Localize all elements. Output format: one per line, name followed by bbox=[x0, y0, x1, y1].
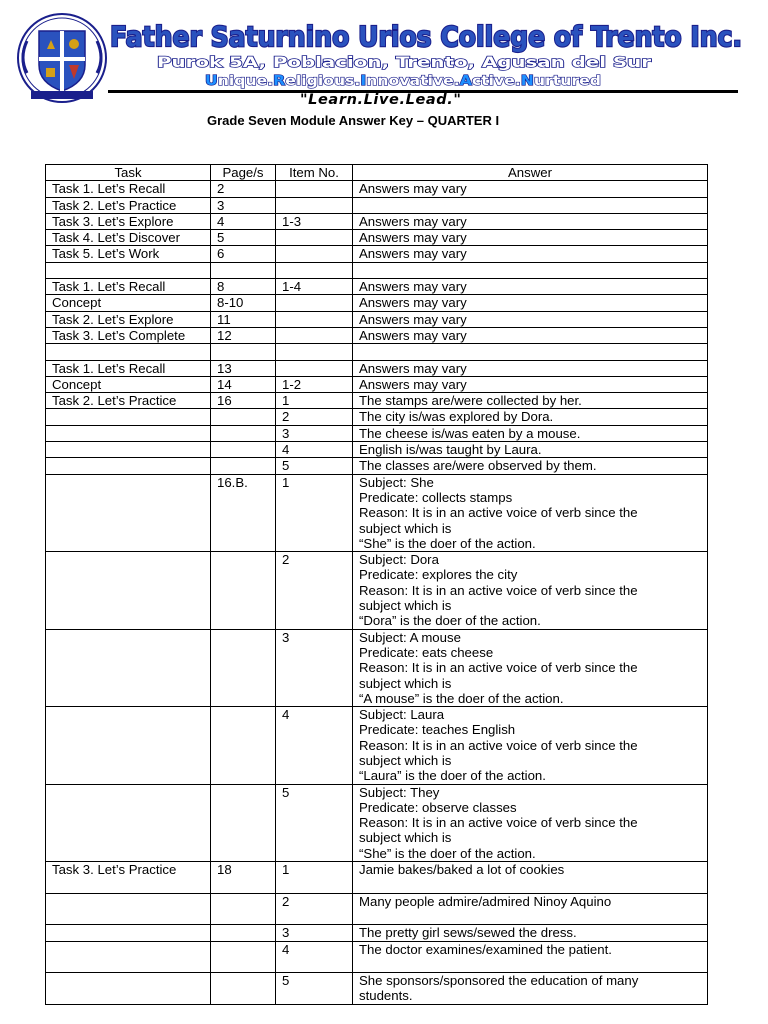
answer-line: “Laura” is the doer of the action. bbox=[359, 768, 546, 784]
page-cell: 11 bbox=[211, 311, 276, 327]
answer-line: The cheese is/was eaten by a mouse. bbox=[359, 425, 581, 441]
item-no-cell: 1 bbox=[276, 862, 353, 894]
table-row bbox=[46, 707, 708, 784]
page-cell bbox=[211, 458, 276, 474]
table-row bbox=[46, 893, 708, 925]
answer-cell bbox=[353, 893, 708, 925]
task-cell bbox=[46, 262, 211, 278]
page-cell: 14 bbox=[211, 376, 276, 392]
answer-line: subject which is bbox=[359, 520, 452, 536]
page-cell: 12 bbox=[211, 327, 276, 343]
table-header-row bbox=[46, 165, 708, 181]
answer-line: Answers may vary bbox=[359, 279, 467, 295]
task-cell bbox=[46, 442, 211, 458]
answer-line: Answers may vary bbox=[359, 213, 467, 229]
answer-cell bbox=[353, 458, 708, 474]
task-cell bbox=[46, 893, 211, 925]
table-row bbox=[46, 344, 708, 360]
answer-line: Answers may vary bbox=[359, 360, 467, 376]
core-values bbox=[205, 74, 601, 89]
table-row bbox=[46, 360, 708, 376]
answer-cell bbox=[353, 360, 708, 376]
page-cell bbox=[211, 707, 276, 784]
college-motto: "Learn.Live.Lead." bbox=[300, 92, 462, 108]
value-initial: N bbox=[520, 74, 532, 89]
answer-cell bbox=[353, 552, 708, 629]
item-no-cell: 1-3 bbox=[276, 213, 353, 229]
answer-line: Predicate: observe classes bbox=[359, 799, 517, 815]
answer-cell bbox=[353, 197, 708, 213]
table-row bbox=[46, 295, 708, 311]
answer-cell bbox=[353, 376, 708, 392]
college-seal-logo bbox=[17, 13, 107, 103]
item-no-cell: 1-4 bbox=[276, 279, 353, 295]
page-cell: 8 bbox=[211, 279, 276, 295]
task-cell: Task 4. Let’s Discover bbox=[46, 230, 211, 246]
college-name-wordmark bbox=[108, 18, 748, 54]
page-cell bbox=[211, 941, 276, 973]
table-row bbox=[46, 327, 708, 343]
item-no-cell bbox=[276, 327, 353, 343]
page-cell bbox=[211, 973, 276, 1005]
answer-line bbox=[359, 957, 707, 972]
item-no-cell bbox=[276, 344, 353, 360]
item-no-cell bbox=[276, 230, 353, 246]
value-initial: R bbox=[273, 74, 284, 89]
answer-cell bbox=[353, 213, 708, 229]
page-cell bbox=[211, 893, 276, 925]
answer-line: Reason: It is in an active voice of verb since the bbox=[359, 582, 638, 598]
address-wordmark bbox=[155, 52, 655, 72]
answer-line: Predicate: teaches English bbox=[359, 722, 516, 738]
task-cell: Task 3. Let’s Practice bbox=[46, 862, 211, 894]
answer-cell bbox=[353, 474, 708, 551]
task-cell: Task 1. Let’s Recall bbox=[46, 181, 211, 197]
task-cell: Task 1. Let’s Recall bbox=[46, 279, 211, 295]
item-no-cell: 5 bbox=[276, 458, 353, 474]
answer-cell bbox=[353, 442, 708, 458]
page-cell: 2 bbox=[211, 181, 276, 197]
page-cell: 18 bbox=[211, 862, 276, 894]
answer-cell bbox=[353, 941, 708, 973]
answer-line: Answers may vary bbox=[359, 376, 467, 392]
task-cell bbox=[46, 925, 211, 941]
answer-line: Subject: A mouse bbox=[359, 629, 461, 645]
page-cell: 8-10 bbox=[211, 295, 276, 311]
value-word: nnovative. bbox=[366, 74, 444, 89]
value-initial: I bbox=[360, 74, 366, 89]
task-cell: Task 3. Let’s Explore bbox=[46, 213, 211, 229]
value-word: eligious. bbox=[285, 74, 348, 89]
table-row bbox=[46, 629, 708, 706]
item-no-cell bbox=[276, 246, 353, 262]
answer-cell bbox=[353, 973, 708, 1005]
table-row bbox=[46, 393, 708, 409]
page-cell: 5 bbox=[211, 230, 276, 246]
answer-line: subject which is bbox=[359, 752, 452, 768]
answer-key-table bbox=[45, 164, 708, 1005]
table-row bbox=[46, 425, 708, 441]
college-address: Purok 5A, Poblacion, Trento, Agusan del Sur bbox=[157, 55, 652, 71]
answer-line: Reason: It is in an active voice of verb since the bbox=[359, 660, 638, 676]
item-no-cell: 2 bbox=[276, 552, 353, 629]
answer-line: Reason: It is in an active voice of verb since the bbox=[359, 815, 638, 831]
page-cell bbox=[211, 784, 276, 861]
answer-line: The city is/was explored by Dora. bbox=[359, 409, 554, 425]
task-cell bbox=[46, 629, 211, 706]
answer-cell bbox=[353, 393, 708, 409]
item-no-cell: 1 bbox=[276, 393, 353, 409]
answer-line: The pretty girl sews/sewed the dress. bbox=[359, 925, 577, 941]
table-row bbox=[46, 784, 708, 861]
header-task: Task bbox=[46, 165, 211, 181]
answer-line: Many people admire/admired Ninoy Aquino bbox=[359, 893, 612, 909]
answer-line: She sponsors/sponsored the education of many bbox=[359, 973, 639, 989]
table-row bbox=[46, 925, 708, 941]
task-cell: Concept bbox=[46, 295, 211, 311]
task-cell bbox=[46, 552, 211, 629]
answer-cell bbox=[353, 230, 708, 246]
answer-cell bbox=[353, 784, 708, 861]
value-initial: A bbox=[459, 74, 470, 89]
answer-cell bbox=[353, 629, 708, 706]
table-row bbox=[46, 376, 708, 392]
item-no-cell: 1 bbox=[276, 474, 353, 551]
table-row bbox=[46, 311, 708, 327]
core-values-wordmark bbox=[203, 70, 603, 90]
page-cell bbox=[211, 442, 276, 458]
answer-line: Predicate: collects stamps bbox=[359, 489, 513, 505]
page-cell: 3 bbox=[211, 197, 276, 213]
task-cell: Task 2. Let’s Explore bbox=[46, 311, 211, 327]
value-word: ctive. bbox=[471, 74, 513, 89]
answer-cell bbox=[353, 925, 708, 941]
item-no-cell: 5 bbox=[276, 973, 353, 1005]
answer-line: Reason: It is in an active voice of verb since the bbox=[359, 737, 638, 753]
task-cell: Task 2. Let’s Practice bbox=[46, 197, 211, 213]
answer-line: The stamps are/were collected by her. bbox=[359, 393, 582, 409]
answer-cell bbox=[353, 181, 708, 197]
page-cell bbox=[211, 925, 276, 941]
task-cell bbox=[46, 707, 211, 784]
answer-line: subject which is bbox=[359, 830, 452, 846]
answer-line: Answers may vary bbox=[359, 295, 467, 311]
item-no-cell: 2 bbox=[276, 893, 353, 925]
answer-line: “Dora” is the doer of the action. bbox=[359, 613, 541, 629]
table-row bbox=[46, 246, 708, 262]
task-cell: Task 5. Let’s Work bbox=[46, 246, 211, 262]
answer-line: Subject: Laura bbox=[359, 707, 445, 723]
item-no-cell: 2 bbox=[276, 409, 353, 425]
item-no-cell: 5 bbox=[276, 784, 353, 861]
answer-line: students. bbox=[359, 988, 413, 1004]
table-row bbox=[46, 862, 708, 894]
answer-line: Answers may vary bbox=[359, 327, 467, 343]
answer-cell bbox=[353, 409, 708, 425]
item-no-cell bbox=[276, 262, 353, 278]
page-cell bbox=[211, 344, 276, 360]
table-row bbox=[46, 442, 708, 458]
page-cell bbox=[211, 552, 276, 629]
answer-line: Jamie bakes/baked a lot of cookies bbox=[359, 862, 565, 878]
answer-cell bbox=[353, 707, 708, 784]
task-cell: Task 1. Let’s Recall bbox=[46, 360, 211, 376]
task-cell bbox=[46, 973, 211, 1005]
header-pages: Page/s bbox=[211, 165, 276, 181]
answer-cell bbox=[353, 311, 708, 327]
task-cell bbox=[46, 409, 211, 425]
answer-line: Subject: They bbox=[359, 784, 440, 800]
answer-cell bbox=[353, 262, 708, 278]
page-cell: 16 bbox=[211, 393, 276, 409]
answer-line: Predicate: eats cheese bbox=[359, 644, 494, 660]
page-cell: 4 bbox=[211, 213, 276, 229]
answer-cell bbox=[353, 246, 708, 262]
page-cell bbox=[211, 425, 276, 441]
item-no-cell bbox=[276, 360, 353, 376]
task-cell bbox=[46, 784, 211, 861]
table-row bbox=[46, 552, 708, 629]
task-cell bbox=[46, 344, 211, 360]
college-name: Father Saturnino Urios College of Trento Inc. bbox=[110, 21, 742, 53]
answer-cell bbox=[353, 425, 708, 441]
table-row bbox=[46, 197, 708, 213]
page-cell: 6 bbox=[211, 246, 276, 262]
task-cell bbox=[46, 425, 211, 441]
task-cell bbox=[46, 474, 211, 551]
answer-line: subject which is bbox=[359, 598, 452, 614]
table-row bbox=[46, 262, 708, 278]
answer-cell bbox=[353, 344, 708, 360]
task-cell: Concept bbox=[46, 376, 211, 392]
item-no-cell bbox=[276, 197, 353, 213]
answer-cell bbox=[353, 862, 708, 894]
item-no-cell: 3 bbox=[276, 629, 353, 706]
answer-line bbox=[359, 909, 707, 924]
page-cell: 13 bbox=[211, 360, 276, 376]
item-no-cell: 1-2 bbox=[276, 376, 353, 392]
answer-line: Subject: Dora bbox=[359, 552, 439, 568]
document-header bbox=[0, 0, 768, 135]
answer-cell bbox=[353, 295, 708, 311]
task-cell bbox=[46, 458, 211, 474]
answer-line: Answers may vary bbox=[359, 181, 467, 197]
table-row bbox=[46, 213, 708, 229]
table-row bbox=[46, 279, 708, 295]
page-cell bbox=[211, 262, 276, 278]
answer-line: “A mouse” is the doer of the action. bbox=[359, 690, 564, 706]
answer-line: Answers may vary bbox=[359, 311, 467, 327]
item-no-cell: 3 bbox=[276, 925, 353, 941]
item-no-cell: 4 bbox=[276, 707, 353, 784]
table-row bbox=[46, 409, 708, 425]
document-title: Grade Seven Module Answer Key – QUARTER I bbox=[207, 113, 500, 128]
item-no-cell: 4 bbox=[276, 442, 353, 458]
item-no-cell bbox=[276, 181, 353, 197]
answer-line bbox=[359, 877, 707, 892]
item-no-cell bbox=[276, 311, 353, 327]
page-cell: 16.B. bbox=[211, 474, 276, 551]
answer-line: “She” is the doer of the action. bbox=[359, 845, 536, 861]
answer-line: subject which is bbox=[359, 675, 452, 691]
item-no-cell: 4 bbox=[276, 941, 353, 973]
answer-line: The doctor examines/examined the patient. bbox=[359, 941, 612, 957]
table-row bbox=[46, 474, 708, 551]
answer-cell bbox=[353, 327, 708, 343]
answer-line: English is/was taught by Laura. bbox=[359, 442, 542, 458]
table-row bbox=[46, 973, 708, 1005]
page-cell bbox=[211, 629, 276, 706]
value-word: nique. bbox=[217, 74, 264, 89]
table-row bbox=[46, 941, 708, 973]
item-no-cell: 3 bbox=[276, 425, 353, 441]
header-answer: Answer bbox=[353, 165, 708, 181]
value-initial: U bbox=[205, 74, 216, 89]
task-cell: Task 2. Let’s Practice bbox=[46, 393, 211, 409]
answer-line: The classes are/were observed by them. bbox=[359, 458, 597, 474]
answer-line: Subject: She bbox=[359, 474, 434, 490]
answer-line: “She” is the doer of the action. bbox=[359, 535, 536, 551]
answer-line: Answers may vary bbox=[359, 246, 467, 262]
answer-line: Answers may vary bbox=[359, 230, 467, 246]
task-cell: Task 3. Let’s Complete bbox=[46, 327, 211, 343]
table-row bbox=[46, 181, 708, 197]
task-cell bbox=[46, 941, 211, 973]
page-cell bbox=[211, 409, 276, 425]
value-word: urtured bbox=[533, 74, 590, 89]
table-body bbox=[46, 181, 708, 1004]
table-row bbox=[46, 458, 708, 474]
answer-line: Reason: It is in an active voice of verb since the bbox=[359, 505, 638, 521]
answer-cell bbox=[353, 279, 708, 295]
header-item-no: Item No. bbox=[276, 165, 353, 181]
answer-line: Predicate: explores the city bbox=[359, 567, 518, 583]
item-no-cell bbox=[276, 295, 353, 311]
table-row bbox=[46, 230, 708, 246]
